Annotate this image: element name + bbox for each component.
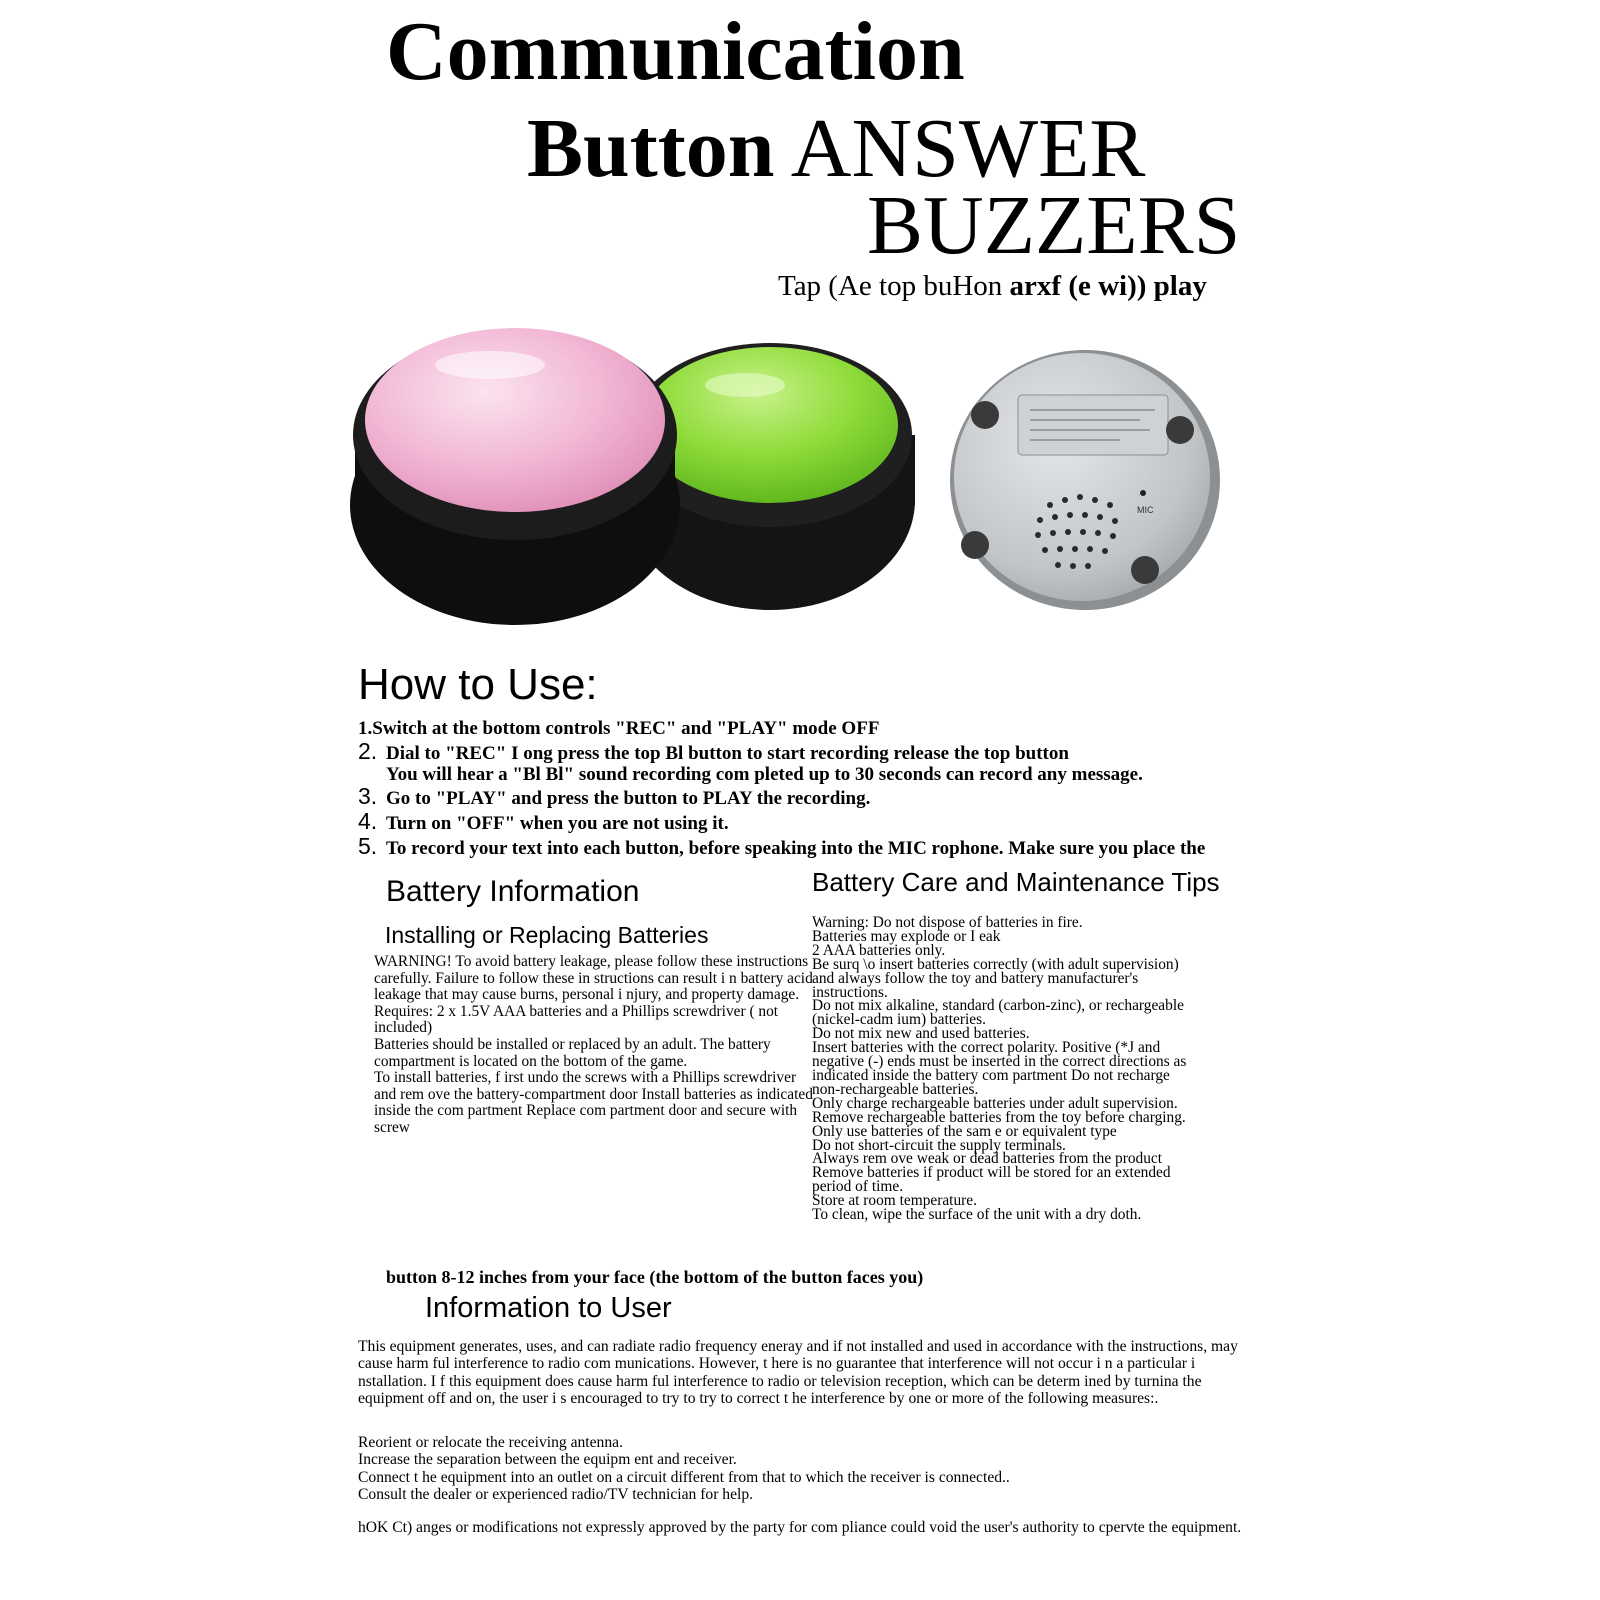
battery-info-paragraph: Batteries should be installed or replaced by an adult. The battery compartment is located on the bottom of the game.: [374, 1035, 771, 1070]
battery-care-line: To clean, wipe the surface of the unit with a dry doth.: [812, 1206, 1142, 1224]
battery-care-line: Be surq \o insert batteries correctly (with adult supervision): [812, 955, 1179, 973]
battery-care-line: Do not mix new and used batteries.: [812, 1025, 1030, 1043]
step-text: Turn on "OFF" when you are not using it.: [386, 813, 729, 834]
info-to-user-paragraph: This equipment generates, uses, and can radiate radio frequency eneray and if not installed and used in accordance with the instructions, may cause harm ful interference to radio com munications. However, t here is no guarantee that interference will not occur i n a particular i nstallation. I f this equipment does cause harm ful interference to radio or television reception, which can be determ ined by turnina the equipment off and on, the user i s encouraged to try to try to correct t he interference by one or more of the following measures:.: [358, 1338, 1238, 1408]
step-3: [358, 785, 1288, 810]
battery-care-line: Batteries may explode or I eak: [812, 927, 1001, 945]
battery-info-body: [374, 954, 814, 1137]
step-2-continuation: You will hear a "Bl Bl" sound recording com pleted up to 30 seconds can record any message.: [386, 764, 1143, 785]
title-line-3: BUZZERS: [867, 179, 1241, 272]
tagline-bold: arxf (e wi)) play: [1009, 270, 1207, 302]
battery-care-line: Remove batteries if product will be stored for an extended: [812, 1164, 1171, 1182]
title-button-word: Button: [527, 102, 775, 195]
title-line-1: Communication: [386, 5, 965, 98]
tagline-plain: Tap (Ae top buHon: [778, 270, 1010, 302]
step-text: Dial to "REC" I ong press the top Bl button to start recording release the top button: [386, 743, 1069, 764]
step-text: To record your text into each button, before speaking into the MIC rophone. Make sure you place the: [386, 838, 1206, 859]
battery-care-line: indicated inside the battery com partment Do not recharge: [812, 1066, 1170, 1084]
battery-care-line: Store at room temperature.: [812, 1192, 977, 1210]
product-image: [350, 285, 1250, 655]
interference-measures: [358, 1434, 1264, 1504]
battery-care-line: Only use batteries of the sam e or equivalent type: [812, 1122, 1117, 1140]
step-number: 1.: [358, 718, 373, 739]
battery-care-line: Always rem ove weak or dead batteries from the product: [812, 1150, 1163, 1168]
battery-care-line: and always follow the toy and battery manufacturer's: [812, 969, 1139, 987]
buzzer-underside: [950, 350, 1220, 610]
measure-item: Connect t he equipment into an outlet on a circuit different from that to which the receiver is connected..: [358, 1468, 1010, 1486]
step-number: 2.: [358, 738, 378, 764]
battery-care-line: 2 AAA batteries only.: [812, 941, 946, 959]
mic-label: MIC: [1137, 505, 1154, 515]
step-1: [358, 718, 1288, 740]
battery-care-line: Warning: Do not dispose of batteries in fire.: [812, 914, 1083, 931]
battery-care-line: negative (-) ends must be inserted in the correct directions as: [812, 1053, 1187, 1071]
pink-buzzer: [350, 328, 680, 625]
step-5: [358, 835, 1288, 860]
battery-info-title: Battery Information: [386, 875, 640, 908]
step-number: 3.: [358, 783, 378, 809]
battery-care-line: period of time.: [812, 1178, 904, 1196]
battery-care-title: Battery Care and Maintenance Tips: [812, 867, 1220, 897]
battery-info-paragraph: To install batteries, f irst undo the screws with a Phillips screwdriver and rem ove the battery-compartment door Install batteries as indicated inside the com partment Replace com partment door and secure with screw: [374, 1069, 813, 1136]
battery-info-paragraph: WARNING! To avoid battery leakage, please follow these instructions carefully. Failure to follow these in structions can result i n battery acid leakage that may cause burns, personal i njury, and property damage. Requires: 2 x 1.5V AAA batteries and a Phillips screwdriver ( not included): [374, 953, 813, 1037]
steps-list: [358, 718, 1288, 860]
battery-care-line: Do not short-circuit the supply terminals.: [812, 1136, 1066, 1154]
how-to-use-title: How to Use:: [358, 660, 598, 709]
step-4: [358, 810, 1288, 835]
step-2: [358, 740, 1288, 765]
battery-care-line: non-rechargeable batteries.: [812, 1080, 979, 1098]
battery-care-line: Insert batteries with the correct polarity. Positive (*J and: [812, 1039, 1161, 1057]
battery-care-line: instructions.: [812, 983, 888, 1001]
battery-care-line: Do not mix alkaline, standard (carbon-zinc), or rechargeable: [812, 997, 1184, 1015]
compliance-note: hOK Ct) anges or modifications not expressly approved by the party for com pliance could void the user's authority to cpervte the equipment.: [358, 1519, 1242, 1536]
title-answer-word: ANSWER: [790, 102, 1146, 195]
battery-care-line: (nickel-cadm ium) batteries.: [812, 1011, 986, 1029]
step-number: 4.: [358, 808, 378, 834]
measure-item: Consult the dealer or experienced radio/TV technician for help.: [358, 1486, 754, 1504]
measure-item: Increase the separation between the equipm ent and receiver.: [358, 1451, 737, 1469]
info-to-user-title: Information to User: [425, 1292, 672, 1324]
battery-info-subtitle: Installing or Replacing Batteries: [385, 922, 709, 948]
step-number: 5.: [358, 833, 378, 859]
battery-care-line: Only charge rechargeable batteries under adult supervision.: [812, 1094, 1178, 1112]
step-5-continuation: button 8-12 inches from your face (the bottom of the button faces you): [386, 1267, 924, 1287]
step-text: Go to "PLAY" and press the button to PLAY the recording.: [386, 788, 871, 809]
measure-item: Reorient or relocate the receiving antenna.: [358, 1434, 623, 1451]
battery-care-list: [812, 916, 1252, 1222]
step-text: Switch at the bottom controls "REC" and "PLAY" mode OFF: [372, 718, 880, 739]
battery-care-line: Remove rechargeable batteries from the toy before charging.: [812, 1108, 1186, 1126]
